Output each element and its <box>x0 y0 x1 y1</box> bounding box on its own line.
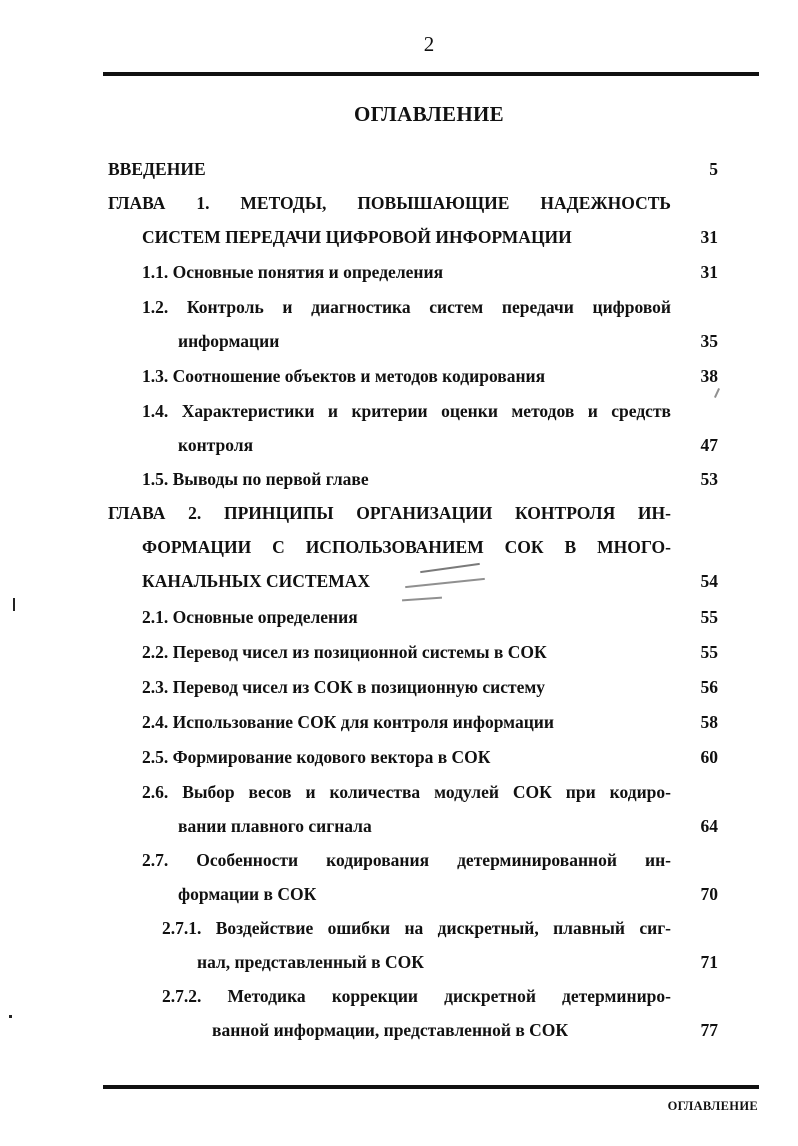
toc-entry-line: 1.1. Основные понятия и определения <box>142 262 444 282</box>
toc-entry-line: формации в СОК <box>178 884 317 904</box>
toc-page-number: 31 <box>700 262 718 282</box>
toc-entry-line: информации <box>178 331 280 351</box>
toc-entry-line: 2.7. Особенности кодирования детерминированной ин- <box>142 850 671 870</box>
toc-page-number: 60 <box>700 747 718 767</box>
running-footer: ОГЛАВЛЕНИЕ <box>667 1099 758 1113</box>
toc-page-number: 54 <box>700 571 718 591</box>
toc-page-number: 77 <box>700 1020 718 1040</box>
page-number: 2 <box>423 32 435 56</box>
scan-speck <box>402 597 442 602</box>
toc-entry-line: 1.2. Контроль и диагностика систем передачи цифровой <box>142 297 671 317</box>
toc-page-number: 38 <box>700 366 718 386</box>
page-title: ОГЛАВЛЕНИЕ <box>354 102 504 126</box>
toc-entry-line: 1.4. Характеристики и критерии оценки методов и средств <box>142 401 671 421</box>
toc-entry-line: ГЛАВА 2. ПРИНЦИПЫ ОРГАНИЗАЦИИ КОНТРОЛЯ ИН- <box>108 503 671 523</box>
bottom-rule <box>103 1085 759 1089</box>
toc-entry-line: 2.5. Формирование кодового вектора в СОК <box>142 747 491 767</box>
toc-entry-line: 2.3. Перевод чисел из СОК в позиционную систему <box>142 677 546 697</box>
scan-speck <box>13 598 15 611</box>
scan-speck <box>9 1015 12 1018</box>
toc-page-number: 55 <box>700 642 718 662</box>
toc-entry-line: ВВЕДЕНИЕ <box>108 159 206 179</box>
toc-page-number: 31 <box>700 227 718 247</box>
toc-page-number: 35 <box>700 331 718 351</box>
toc-entry-line: 2.4. Использование СОК для контроля информации <box>142 712 554 732</box>
toc-entry-line: ванной информации, представленной в СОК <box>212 1020 569 1040</box>
toc-entry-line: 2.1. Основные определения <box>142 607 358 627</box>
toc-entry-line: вании плавного сигнала <box>178 816 372 836</box>
toc-page-number: 71 <box>700 952 718 972</box>
toc-entry-line: 2.6. Выбор весов и количества модулей СОК при кодиро- <box>142 782 671 802</box>
toc-entry-line: 1.5. Выводы по первой главе <box>142 469 369 489</box>
top-rule <box>103 72 759 76</box>
toc-page-number: 58 <box>700 712 718 732</box>
toc-page-number: 47 <box>700 435 718 455</box>
toc-entry-line: 1.3. Соотношение объектов и методов кодирования <box>142 366 546 386</box>
scan-speck <box>714 388 720 398</box>
toc-entry-line: ГЛАВА 1. МЕТОДЫ, ПОВЫШАЮЩИЕ НАДЕЖНОСТЬ <box>108 193 671 213</box>
toc-page-number: 64 <box>700 816 718 836</box>
toc-entry-line: контроля <box>178 435 254 455</box>
toc-page-number: 56 <box>700 677 718 697</box>
toc-page-number: 5 <box>709 159 718 179</box>
toc-entry-line: СИСТЕМ ПЕРЕДАЧИ ЦИФРОВОЙ ИНФОРМАЦИИ <box>142 227 572 247</box>
toc-page-number: 53 <box>700 469 718 489</box>
toc-page-number: 70 <box>700 884 718 904</box>
toc-entry-line: ФОРМАЦИИ С ИСПОЛЬЗОВАНИЕМ СОК В МНОГО- <box>142 537 671 557</box>
toc-entry-line: 2.7.1. Воздействие ошибки на дискретный, плавный сиг- <box>162 918 671 938</box>
toc-entry-line: нал, представленный в СОК <box>197 952 424 972</box>
toc-entry-line: 2.7.2. Методика коррекции дискретной детерминиро- <box>162 986 671 1006</box>
toc-entry-line: 2.2. Перевод чисел из позиционной системы в СОК <box>142 642 547 662</box>
toc-entry-line: КАНАЛЬНЫХ СИСТЕМАХ <box>142 571 371 591</box>
toc-page-number: 55 <box>700 607 718 627</box>
